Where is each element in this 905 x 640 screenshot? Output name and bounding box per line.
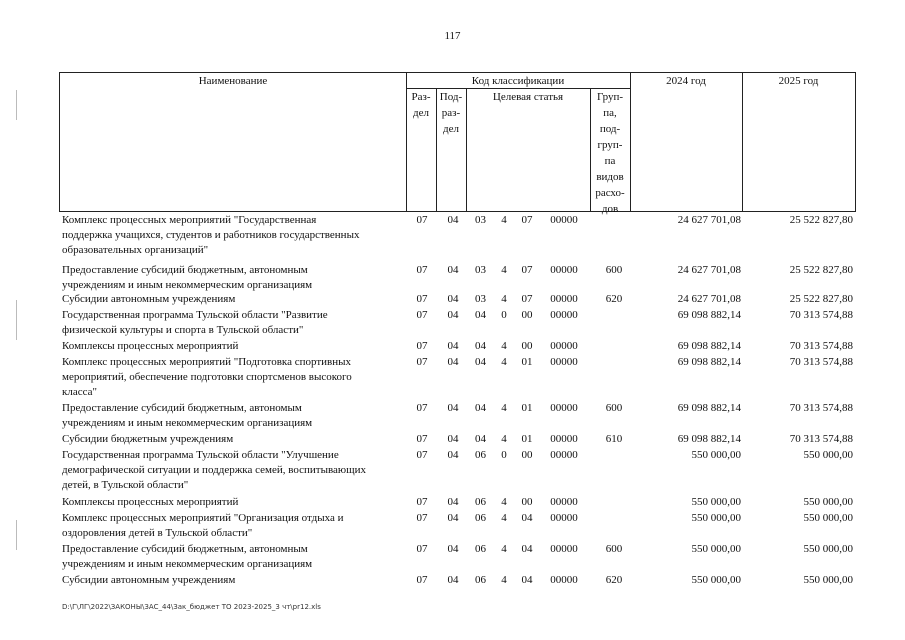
row-target-program: 03 xyxy=(475,264,486,276)
row-amount-2025: 550 000,00 xyxy=(803,449,853,461)
row-target-direction: 00000 xyxy=(550,433,578,445)
row-expense-type: 610 xyxy=(605,433,623,445)
row-target-direction: 00000 xyxy=(550,264,578,276)
row-razdel: 07 xyxy=(416,496,428,508)
row-name-line: детей, в Тульской области" xyxy=(62,479,189,491)
row-target-direction: 00000 xyxy=(550,512,578,524)
row-podrazdel: 04 xyxy=(447,496,459,508)
row-razdel: 07 xyxy=(416,543,428,555)
row-target-type: 4 xyxy=(501,340,507,352)
row-podrazdel: 04 xyxy=(447,574,459,586)
row-target-type: 4 xyxy=(501,433,507,445)
header-vid-line: Груп- xyxy=(596,91,624,103)
header-year-2024: 2024 год xyxy=(666,75,706,87)
footer-file-path: D:\Г\ЛГ\2022\ЗАКОНЫ\ЗАС_44\Зак_бюджет ТО 2023-2025_3 чт\pr12.xls xyxy=(62,603,321,611)
row-target-direction: 00000 xyxy=(550,356,578,368)
row-target-program: 03 xyxy=(475,214,486,226)
header-razdel-line: дел xyxy=(413,107,429,119)
row-razdel: 07 xyxy=(416,309,428,321)
row-name xyxy=(62,308,407,338)
row-amount-2025: 70 313 574,88 xyxy=(789,309,853,321)
row-name-line: Государственная программа Тульской области "Развитие xyxy=(62,309,328,321)
header-razdel-line: Раз- xyxy=(411,91,431,103)
row-name xyxy=(62,263,407,293)
row-podrazdel: 04 xyxy=(447,356,459,368)
header-vid-line: под- xyxy=(599,123,621,135)
row-amount-2025: 25 522 827,80 xyxy=(789,293,853,305)
row-amount-2024: 550 000,00 xyxy=(691,574,741,586)
row-target-direction: 00000 xyxy=(550,340,578,352)
table-header xyxy=(59,72,856,215)
row-expense-type: 620 xyxy=(605,293,623,305)
header-vid xyxy=(590,89,630,217)
row-name-line: Комплекс процессных мероприятий "Подготовка спортивных xyxy=(62,356,351,368)
row-target-type: 0 xyxy=(501,449,507,461)
row-podrazdel: 04 xyxy=(447,214,459,226)
row-amount-2025: 550 000,00 xyxy=(803,574,853,586)
header-name: Наименование xyxy=(198,75,268,87)
page-number: 117 xyxy=(444,30,461,42)
row-target-direction: 00000 xyxy=(550,309,578,321)
row-name-line: Государственная программа Тульской области "Улучшение xyxy=(62,449,339,461)
row-name xyxy=(62,213,407,258)
row-target-subprogram: 04 xyxy=(521,512,533,524)
row-amount-2025: 550 000,00 xyxy=(803,496,853,508)
row-target-direction: 00000 xyxy=(550,402,578,414)
header-vid-line: груп- xyxy=(597,139,623,151)
row-target-program: 04 xyxy=(475,402,486,414)
row-target-subprogram: 04 xyxy=(521,543,533,555)
row-amount-2025: 70 313 574,88 xyxy=(789,433,853,445)
row-expense-type: 620 xyxy=(605,574,623,586)
row-podrazdel: 04 xyxy=(447,512,459,524)
row-razdel: 07 xyxy=(416,574,428,586)
row-amount-2024: 69 098 882,14 xyxy=(677,433,741,445)
row-name-line: образовательных организаций" xyxy=(62,244,209,256)
row-target-type: 4 xyxy=(501,543,507,555)
row-target-direction: 00000 xyxy=(550,543,578,555)
row-amount-2025: 70 313 574,88 xyxy=(789,340,853,352)
row-amount-2024: 550 000,00 xyxy=(691,449,741,461)
row-name xyxy=(62,448,407,493)
row-target-subprogram: 01 xyxy=(521,433,533,445)
header-year-2025: 2025 год xyxy=(778,75,819,87)
header-podrazdel xyxy=(436,89,466,137)
row-amount-2025: 550 000,00 xyxy=(803,543,853,555)
row-amount-2024: 69 098 882,14 xyxy=(677,402,741,414)
row-target-program: 03 xyxy=(475,293,486,305)
row-amount-2024: 69 098 882,14 xyxy=(677,340,741,352)
row-podrazdel: 04 xyxy=(447,402,459,414)
row-podrazdel: 04 xyxy=(447,433,459,445)
row-target-subprogram: 07 xyxy=(521,264,533,276)
row-amount-2025: 25 522 827,80 xyxy=(789,264,853,276)
header-vid-line: дов xyxy=(601,203,619,215)
row-target-program: 06 xyxy=(475,543,486,555)
header-podrazdel-line: дел xyxy=(443,123,459,135)
row-name xyxy=(62,511,407,541)
row-name xyxy=(62,542,407,572)
row-amount-2024: 24 627 701,08 xyxy=(677,214,741,226)
row-target-type: 4 xyxy=(501,264,507,276)
header-target: Целевая статья xyxy=(492,91,564,103)
header-code-group: Код классификации xyxy=(471,75,565,87)
row-target-type: 4 xyxy=(501,214,507,226)
row-target-direction: 00000 xyxy=(550,293,578,305)
row-amount-2024: 24 627 701,08 xyxy=(677,293,741,305)
row-name xyxy=(62,355,407,400)
row-podrazdel: 04 xyxy=(447,340,459,352)
row-name-line: Субсидии автономным учреждениям xyxy=(62,293,236,305)
row-name-line: Субсидии автономным учреждениям xyxy=(62,574,236,586)
row-name-line: учреждениям и иным некоммерческим организациям xyxy=(62,417,313,429)
row-name-line: класса" xyxy=(62,386,97,398)
row-target-subprogram: 00 xyxy=(521,449,533,461)
row-amount-2025: 550 000,00 xyxy=(803,512,853,524)
row-podrazdel: 04 xyxy=(447,449,459,461)
row-target-type: 4 xyxy=(501,356,507,368)
row-target-program: 04 xyxy=(475,433,486,445)
row-name xyxy=(62,495,407,510)
header-razdel xyxy=(406,89,436,121)
row-target-program: 06 xyxy=(475,512,486,524)
binder-mark xyxy=(16,520,17,550)
row-amount-2024: 69 098 882,14 xyxy=(677,309,741,321)
row-name-line: оздоровления детей в Тульской области" xyxy=(62,527,253,539)
row-expense-type: 600 xyxy=(605,264,623,276)
row-name-line: Предоставление субсидий бюджетным, автономым xyxy=(62,402,302,414)
row-name-line: Комплекс процессных мероприятий "Организация отдыха и xyxy=(62,512,344,524)
row-name-line: учреждениям и иным некоммерческим организациям xyxy=(62,558,313,570)
header-vid-line: па xyxy=(604,155,616,167)
row-target-type: 4 xyxy=(501,574,507,586)
row-target-subprogram: 01 xyxy=(521,356,533,368)
row-name-line: Предоставление субсидий бюджетным, автономным xyxy=(62,264,308,276)
row-name-line: Предоставление субсидий бюджетным, автономным xyxy=(62,543,308,555)
row-target-type: 0 xyxy=(501,309,507,321)
row-name xyxy=(62,401,407,431)
row-expense-type: 600 xyxy=(605,402,623,414)
row-name xyxy=(62,339,407,354)
header-vid-line: па, xyxy=(603,107,617,119)
row-amount-2025: 25 522 827,80 xyxy=(789,214,853,226)
row-amount-2024: 550 000,00 xyxy=(691,512,741,524)
row-target-type: 4 xyxy=(501,293,507,305)
row-name-line: демографической ситуации и поддержка семей, воспитывающих xyxy=(62,464,366,476)
row-razdel: 07 xyxy=(416,264,428,276)
row-amount-2025: 70 313 574,88 xyxy=(789,356,853,368)
row-name-line: поддержка учащихся, студентов и работников государственных xyxy=(62,229,360,241)
row-name xyxy=(62,573,407,588)
row-target-program: 04 xyxy=(475,340,486,352)
header-podrazdel-line: Под- xyxy=(439,91,463,103)
row-amount-2024: 69 098 882,14 xyxy=(677,356,741,368)
row-name-line: Комплексы процессных мероприятий xyxy=(62,340,239,352)
row-name-line: учреждениям и иным некоммерческим организациям xyxy=(62,279,313,291)
row-name-line: Субсидии бюджетным учреждениям xyxy=(62,433,234,445)
row-razdel: 07 xyxy=(416,402,428,414)
row-name-line: Комплексы процессных мероприятий xyxy=(62,496,239,508)
binder-mark xyxy=(16,90,17,120)
row-amount-2024: 550 000,00 xyxy=(691,496,741,508)
row-razdel: 07 xyxy=(416,433,428,445)
row-podrazdel: 04 xyxy=(447,543,459,555)
row-name-line: Комплекс процессных мероприятий "Государственная xyxy=(62,214,317,226)
row-name xyxy=(62,432,407,447)
row-target-subprogram: 07 xyxy=(521,293,533,305)
row-target-program: 06 xyxy=(475,449,486,461)
header-vid-line: расхо- xyxy=(595,187,625,199)
row-amount-2024: 24 627 701,08 xyxy=(677,264,741,276)
row-name-line: физической культуры и спорта в Тульской области" xyxy=(62,324,304,336)
row-podrazdel: 04 xyxy=(447,309,459,321)
row-target-direction: 00000 xyxy=(550,449,578,461)
row-razdel: 07 xyxy=(416,293,428,305)
row-name-line: мероприятий, обеспечение подготовки спортсменов высокого xyxy=(62,371,352,383)
row-amount-2025: 70 313 574,88 xyxy=(789,402,853,414)
row-target-program: 06 xyxy=(475,496,486,508)
row-target-type: 4 xyxy=(501,496,507,508)
row-expense-type: 600 xyxy=(605,543,623,555)
row-razdel: 07 xyxy=(416,512,428,524)
header-podrazdel-line: раз- xyxy=(441,107,461,119)
header-vid-line: видов xyxy=(596,171,624,183)
row-podrazdel: 04 xyxy=(447,264,459,276)
row-target-program: 06 xyxy=(475,574,486,586)
row-razdel: 07 xyxy=(416,340,428,352)
row-target-subprogram: 01 xyxy=(521,402,533,414)
binder-mark xyxy=(16,300,17,340)
row-target-subprogram: 04 xyxy=(521,574,533,586)
row-target-type: 4 xyxy=(501,402,507,414)
row-target-direction: 00000 xyxy=(550,574,578,586)
row-target-direction: 00000 xyxy=(550,496,578,508)
row-podrazdel: 04 xyxy=(447,293,459,305)
row-target-direction: 00000 xyxy=(550,214,578,226)
row-name xyxy=(62,292,407,307)
row-target-program: 04 xyxy=(475,356,486,368)
row-target-subprogram: 00 xyxy=(521,496,533,508)
row-target-type: 4 xyxy=(501,512,507,524)
row-target-subprogram: 00 xyxy=(521,309,533,321)
row-target-program: 04 xyxy=(475,309,486,321)
row-target-subprogram: 00 xyxy=(521,340,533,352)
row-razdel: 07 xyxy=(416,214,428,226)
row-razdel: 07 xyxy=(416,356,428,368)
row-amount-2024: 550 000,00 xyxy=(691,543,741,555)
row-razdel: 07 xyxy=(416,449,428,461)
row-target-subprogram: 07 xyxy=(521,214,533,226)
